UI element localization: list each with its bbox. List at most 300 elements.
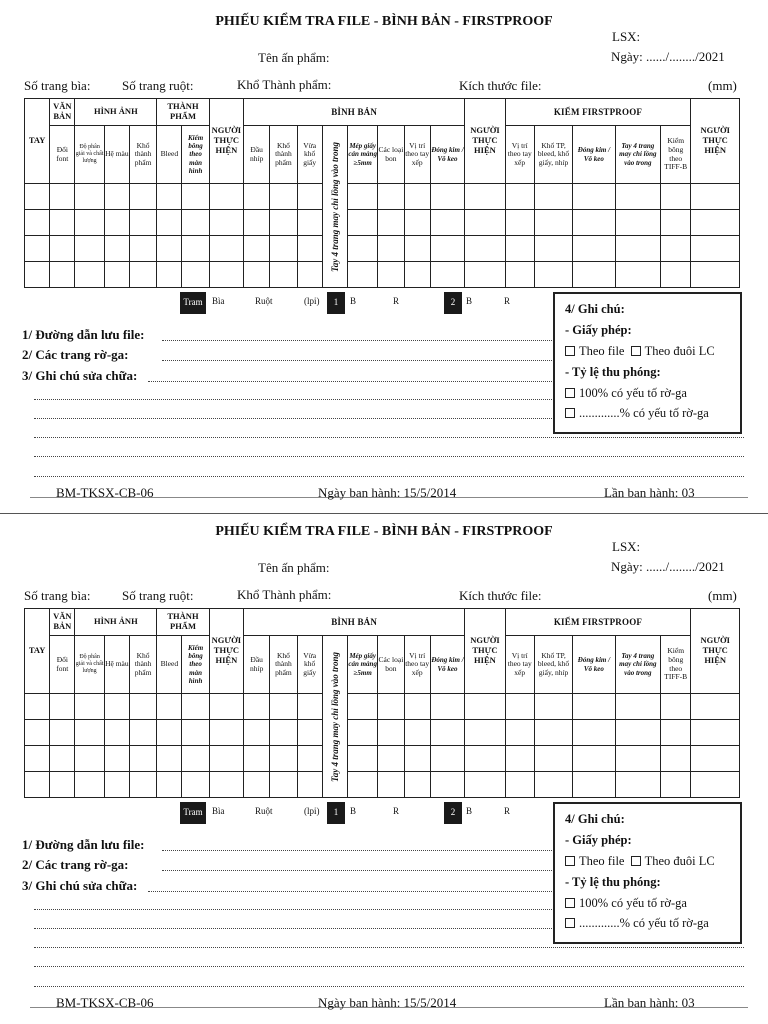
table-cell[interactable] xyxy=(297,262,322,288)
cover-pages-label: Số trang bìa: xyxy=(24,588,91,603)
table-cell[interactable] xyxy=(75,746,104,772)
table-cell[interactable] xyxy=(348,210,378,236)
table-cell[interactable] xyxy=(209,184,243,210)
table-cell[interactable] xyxy=(50,184,75,210)
table-cell[interactable] xyxy=(50,236,75,262)
table-cell[interactable] xyxy=(348,184,378,210)
table-cell[interactable] xyxy=(505,236,534,262)
col-cac-loai-bon: Các loại bon xyxy=(378,126,404,184)
table-cell[interactable] xyxy=(104,184,129,210)
table-cell[interactable] xyxy=(378,262,404,288)
table-cell[interactable] xyxy=(661,210,691,236)
file-size-label: Kích thước file: xyxy=(459,78,542,93)
col-tay4-rotated xyxy=(322,636,347,798)
col-kiem-firstproof: KIỂM FIRSTPROOF xyxy=(505,609,691,636)
col-doi-font: Đổi font xyxy=(50,126,75,184)
table-cell[interactable] xyxy=(691,746,740,772)
table-cell[interactable] xyxy=(270,210,297,236)
table-cell[interactable] xyxy=(348,746,378,772)
table-cell[interactable] xyxy=(691,262,740,288)
col-vi-tri-tay-xep: Vị trí theo tay xếp xyxy=(404,636,430,694)
table-cell[interactable] xyxy=(691,184,740,210)
revision: Lần ban hành: 03 xyxy=(604,485,695,500)
table-cell[interactable] xyxy=(209,772,243,798)
col-bleed: Bleed xyxy=(157,636,182,694)
table-cell[interactable] xyxy=(348,694,378,720)
table-cell[interactable] xyxy=(348,720,378,746)
dotted-line xyxy=(34,986,744,987)
table-cell[interactable] xyxy=(157,184,182,210)
by-lc-checkbox[interactable] xyxy=(631,856,641,866)
tram-b2: B xyxy=(466,296,473,306)
table-row xyxy=(25,236,740,262)
license-options xyxy=(565,854,715,869)
table-cell[interactable] xyxy=(465,746,505,772)
table-cell[interactable] xyxy=(50,746,75,772)
dotted-line xyxy=(34,476,744,477)
table-cell[interactable] xyxy=(244,236,270,262)
table-cell[interactable] xyxy=(129,720,156,746)
table-cell[interactable] xyxy=(430,720,464,746)
table-cell[interactable] xyxy=(505,210,534,236)
tram-lpi: (lpi) xyxy=(304,806,320,816)
table-cell[interactable] xyxy=(50,772,75,798)
table-cell[interactable] xyxy=(25,772,50,798)
col-thanh-pham: THÀNH PHẨM xyxy=(157,609,210,636)
inspection-form xyxy=(0,0,768,509)
table-cell[interactable] xyxy=(534,694,572,720)
col-tay: TAY xyxy=(25,609,50,694)
table-cell[interactable] xyxy=(505,184,534,210)
table-cell[interactable] xyxy=(534,184,572,210)
col-do-phan-giai: Độ phân giải và chất lượng xyxy=(75,636,104,694)
by-file-label: Theo file xyxy=(579,344,625,358)
dotted-line xyxy=(34,947,744,948)
table-cell[interactable] xyxy=(691,236,740,262)
table-cell[interactable] xyxy=(404,746,430,772)
table-cell[interactable] xyxy=(348,236,378,262)
table-cell[interactable] xyxy=(104,262,129,288)
table-cell[interactable] xyxy=(244,694,270,720)
table-cell[interactable] xyxy=(505,772,534,798)
table-cell[interactable] xyxy=(104,236,129,262)
rotated-label: Tay 4 trang may chỉ lồng vào trong xyxy=(329,651,340,782)
col-kiem-bong-tiff: Kiểm bông theo TIFF-B xyxy=(661,126,691,184)
table-cell[interactable] xyxy=(129,184,156,210)
col-he-mau: Hệ màu xyxy=(104,126,129,184)
table-cell[interactable] xyxy=(615,210,660,236)
table-cell[interactable] xyxy=(348,262,378,288)
col-kiem-firstproof: KIỂM FIRSTPROOF xyxy=(505,99,691,126)
table-cell[interactable] xyxy=(465,720,505,746)
table-cell[interactable] xyxy=(129,236,156,262)
table-cell[interactable] xyxy=(691,720,740,746)
table-cell[interactable] xyxy=(270,720,297,746)
loose-pages-label: 2/ Các trang rờ-ga: xyxy=(22,857,129,872)
table-cell[interactable] xyxy=(25,184,50,210)
table-cell[interactable] xyxy=(129,210,156,236)
table-cell[interactable] xyxy=(573,262,615,288)
scale-100-label: 100% có yếu tố rờ-ga xyxy=(579,386,687,400)
scale-100-label: 100% có yếu tố rờ-ga xyxy=(579,896,687,910)
table-cell[interactable] xyxy=(573,694,615,720)
notes-box-title: 4/ Ghi chú: xyxy=(565,812,625,826)
tram-r2: R xyxy=(504,806,511,816)
table-row xyxy=(25,184,740,210)
table-cell[interactable] xyxy=(270,772,297,798)
col-tay4-trang: Tay 4 trang may chỉ lồng vào trong xyxy=(615,636,660,694)
table-cell[interactable] xyxy=(615,184,660,210)
table-cell[interactable] xyxy=(244,210,270,236)
table-cell[interactable] xyxy=(270,694,297,720)
col-vi-tri-tay-xep: Vị trí theo tay xếp xyxy=(404,126,430,184)
table-cell[interactable] xyxy=(661,262,691,288)
table-cell[interactable] xyxy=(691,694,740,720)
table-cell[interactable] xyxy=(209,262,243,288)
table-cell[interactable] xyxy=(661,184,691,210)
table-cell[interactable] xyxy=(430,236,464,262)
table-cell[interactable] xyxy=(465,262,505,288)
by-file-checkbox[interactable] xyxy=(565,856,575,866)
table-cell[interactable] xyxy=(404,236,430,262)
table-cell[interactable] xyxy=(378,772,404,798)
table-cell[interactable] xyxy=(404,720,430,746)
col-dau-nhip: Đầu nhíp xyxy=(244,636,270,694)
form-separator xyxy=(0,513,768,514)
table-cell[interactable] xyxy=(404,210,430,236)
table-cell[interactable] xyxy=(615,694,660,720)
table-cell[interactable] xyxy=(157,210,182,236)
col-do-phan-giai: Độ phân giải và chất lượng xyxy=(75,126,104,184)
dotted-line xyxy=(148,891,552,892)
table-cell[interactable] xyxy=(661,694,691,720)
table-cell[interactable] xyxy=(50,694,75,720)
fix-notes-label: 3/ Ghi chú sửa chữa: xyxy=(22,878,138,893)
table-cell[interactable] xyxy=(244,262,270,288)
table-cell[interactable] xyxy=(270,184,297,210)
table-cell[interactable] xyxy=(75,772,104,798)
table-cell[interactable] xyxy=(182,746,209,772)
scale-100-option xyxy=(565,386,687,401)
col-nguoi-thuc-hien-3: NGƯỜI THỰC HIỆN xyxy=(691,99,740,184)
table-cell[interactable] xyxy=(157,746,182,772)
table-cell[interactable] xyxy=(104,210,129,236)
loose-pages-label: 2/ Các trang rờ-ga: xyxy=(22,347,129,362)
table-row xyxy=(25,772,740,798)
form-title: PHIẾU KIỂM TRA FILE - BÌNH BẢN - FIRSTPROOF xyxy=(215,524,553,539)
table-cell[interactable] xyxy=(505,262,534,288)
table-cell[interactable] xyxy=(534,210,572,236)
tram-n1: 1 xyxy=(327,292,345,314)
tram-n1: 1 xyxy=(327,802,345,824)
table-cell[interactable] xyxy=(297,184,322,210)
table-cell[interactable] xyxy=(404,184,430,210)
notes-box xyxy=(553,292,742,434)
unit-label: (mm) xyxy=(708,78,737,93)
scale-custom-checkbox[interactable] xyxy=(565,408,575,418)
table-row xyxy=(25,262,740,288)
inner-pages-label: Số trang ruột: xyxy=(122,588,194,603)
table-cell[interactable] xyxy=(129,746,156,772)
table-cell[interactable] xyxy=(505,720,534,746)
table-cell[interactable] xyxy=(182,694,209,720)
by-lc-label: Theo đuôi LC xyxy=(644,344,715,358)
unit-label: (mm) xyxy=(708,588,737,603)
lsx-label: LSX: xyxy=(612,539,641,554)
table-cell[interactable] xyxy=(209,694,243,720)
dotted-line xyxy=(34,456,744,457)
table-cell[interactable] xyxy=(573,720,615,746)
table-cell[interactable] xyxy=(430,772,464,798)
table-cell[interactable] xyxy=(573,236,615,262)
table-cell[interactable] xyxy=(378,184,404,210)
table-cell[interactable] xyxy=(691,772,740,798)
col-dau-nhip: Đầu nhíp xyxy=(244,126,270,184)
table-cell[interactable] xyxy=(430,210,464,236)
table-cell[interactable] xyxy=(534,772,572,798)
table-cell[interactable] xyxy=(157,694,182,720)
lsx-label: LSX: xyxy=(612,29,641,44)
table-cell[interactable] xyxy=(430,694,464,720)
table-cell[interactable] xyxy=(157,262,182,288)
table-cell[interactable] xyxy=(534,236,572,262)
form-title: PHIẾU KIỂM TRA FILE - BÌNH BẢN - FIRSTPROOF xyxy=(215,14,553,29)
by-lc-checkbox[interactable] xyxy=(631,346,641,356)
table-cell[interactable] xyxy=(25,262,50,288)
table-cell[interactable] xyxy=(378,210,404,236)
table-cell[interactable] xyxy=(297,694,322,720)
table-cell[interactable] xyxy=(378,236,404,262)
col-nguoi-thuc-hien-2: NGƯỜI THỰC HIỆN xyxy=(465,99,505,184)
table-cell[interactable] xyxy=(209,746,243,772)
table-cell[interactable] xyxy=(209,236,243,262)
col-tay4-rotated xyxy=(322,126,347,288)
dotted-line xyxy=(34,418,552,419)
table-cell[interactable] xyxy=(157,236,182,262)
col-kho-thanh-pham: Khổ thành phẩm xyxy=(129,126,156,184)
table-cell[interactable] xyxy=(404,772,430,798)
table-cell[interactable] xyxy=(75,720,104,746)
table-cell[interactable] xyxy=(465,236,505,262)
table-cell[interactable] xyxy=(209,210,243,236)
table-cell[interactable] xyxy=(182,210,209,236)
col-nguoi-thuc-hien-3: NGƯỜI THỰC HIỆN xyxy=(691,609,740,694)
table-cell[interactable] xyxy=(573,210,615,236)
col-dong-kim-2: Đóng kim / Vô keo xyxy=(573,636,615,694)
product-name-label: Tên ấn phẩm: xyxy=(258,50,330,65)
table-cell[interactable] xyxy=(182,262,209,288)
table-cell[interactable] xyxy=(615,746,660,772)
col-kiem-bong: Kiểm bông theo màn hình xyxy=(182,636,209,694)
table-cell[interactable] xyxy=(25,210,50,236)
col-hinh-anh: HÌNH ẢNH xyxy=(75,609,157,636)
table-cell[interactable] xyxy=(75,236,104,262)
table-cell[interactable] xyxy=(129,772,156,798)
scale-100-checkbox[interactable] xyxy=(565,388,575,398)
by-file-checkbox[interactable] xyxy=(565,346,575,356)
table-cell[interactable] xyxy=(270,236,297,262)
table-cell[interactable] xyxy=(244,772,270,798)
col-doi-font: Đổi font xyxy=(50,636,75,694)
table-cell[interactable] xyxy=(465,210,505,236)
scale-label: - Tỷ lệ thu phóng: xyxy=(565,875,661,889)
table-cell[interactable] xyxy=(270,746,297,772)
table-row xyxy=(25,210,740,236)
license-label: - Giấy phép: xyxy=(565,323,632,337)
table-cell[interactable] xyxy=(505,746,534,772)
table-cell[interactable] xyxy=(75,262,104,288)
table-cell[interactable] xyxy=(50,262,75,288)
table-cell[interactable] xyxy=(104,720,129,746)
table-cell[interactable] xyxy=(25,694,50,720)
table-row xyxy=(25,694,740,720)
col-binh-ban: BÌNH BẢN xyxy=(244,99,465,126)
form-code: BM-TKSX-CB-06 xyxy=(56,485,154,500)
col-mep-giay: Mép giấy cán màng ≥5mm xyxy=(348,126,378,184)
col-dong-kim: Đóng kim / Vô keo xyxy=(430,636,464,694)
table-cell[interactable] xyxy=(104,772,129,798)
table-cell[interactable] xyxy=(430,184,464,210)
col-nguoi-thuc-hien-1: NGƯỜI THỰC HIỆN xyxy=(209,99,243,184)
table-cell[interactable] xyxy=(75,184,104,210)
col-nguoi-thuc-hien-1: NGƯỜI THỰC HIỆN xyxy=(209,609,243,694)
scale-custom-checkbox[interactable] xyxy=(565,918,575,928)
table-cell[interactable] xyxy=(661,746,691,772)
table-cell[interactable] xyxy=(157,720,182,746)
table-cell[interactable] xyxy=(297,720,322,746)
table-cell[interactable] xyxy=(104,694,129,720)
issue-date: Ngày ban hành: 15/5/2014 xyxy=(318,485,457,500)
col-cac-loai-bon: Các loại bon xyxy=(378,636,404,694)
scale-100-option xyxy=(565,896,687,911)
dotted-line xyxy=(34,928,552,929)
table-cell[interactable] xyxy=(615,772,660,798)
revision: Lần ban hành: 03 xyxy=(604,995,695,1010)
table-cell[interactable] xyxy=(404,262,430,288)
screen-ruling-row xyxy=(180,292,550,314)
dotted-line xyxy=(34,399,552,400)
col-kho-thanh-pham: Khổ thành phẩm xyxy=(129,636,156,694)
dotted-line xyxy=(34,437,744,438)
table-cell[interactable] xyxy=(505,694,534,720)
rotated-label: Tay 4 trang may chỉ lồng vào trong xyxy=(329,141,340,272)
table-cell[interactable] xyxy=(244,746,270,772)
table-cell[interactable] xyxy=(182,772,209,798)
table-cell[interactable] xyxy=(378,746,404,772)
table-cell[interactable] xyxy=(378,720,404,746)
table-cell[interactable] xyxy=(615,262,660,288)
table-cell[interactable] xyxy=(50,210,75,236)
table-cell[interactable] xyxy=(25,720,50,746)
table-cell[interactable] xyxy=(465,772,505,798)
col-nguoi-thuc-hien-2: NGƯỜI THỰC HIỆN xyxy=(465,609,505,694)
table-cell[interactable] xyxy=(615,236,660,262)
table-cell[interactable] xyxy=(104,746,129,772)
table-cell[interactable] xyxy=(573,746,615,772)
finished-size-label: Khổ Thành phẩm: xyxy=(237,587,332,602)
table-row xyxy=(25,720,740,746)
scale-custom-option xyxy=(565,406,709,421)
license-label: - Giấy phép: xyxy=(565,833,632,847)
tram-b1: B xyxy=(350,806,357,816)
table-cell[interactable] xyxy=(75,694,104,720)
table-cell[interactable] xyxy=(534,746,572,772)
col-kho-tp-bleed: Khổ TP, bleed, khổ giấy, nhíp xyxy=(534,126,572,184)
scale-custom-label: .............% có yếu tố rờ-ga xyxy=(579,916,709,930)
table-cell[interactable] xyxy=(297,746,322,772)
table-cell[interactable] xyxy=(348,772,378,798)
cover-pages-label: Số trang bìa: xyxy=(24,78,91,93)
table-cell[interactable] xyxy=(404,694,430,720)
scale-custom-label: .............% có yếu tố rờ-ga xyxy=(579,406,709,420)
table-cell[interactable] xyxy=(378,694,404,720)
notes-box xyxy=(553,802,742,944)
table-cell[interactable] xyxy=(182,184,209,210)
dotted-line xyxy=(162,870,552,871)
inner-pages-label: Số trang ruột: xyxy=(122,78,194,93)
col-kiem-bong: Kiểm bông theo màn hình xyxy=(182,126,209,184)
notes-box-title: 4/ Ghi chú: xyxy=(565,302,625,316)
table-cell[interactable] xyxy=(157,772,182,798)
table-cell[interactable] xyxy=(465,694,505,720)
table-cell[interactable] xyxy=(297,236,322,262)
table-cell[interactable] xyxy=(244,720,270,746)
table-cell[interactable] xyxy=(615,720,660,746)
table-cell[interactable] xyxy=(50,720,75,746)
table-cell[interactable] xyxy=(534,262,572,288)
form-code: BM-TKSX-CB-06 xyxy=(56,995,154,1010)
product-name-label: Tên ấn phẩm: xyxy=(258,560,330,575)
table-cell[interactable] xyxy=(573,184,615,210)
table-cell[interactable] xyxy=(129,262,156,288)
table-cell[interactable] xyxy=(430,746,464,772)
table-cell[interactable] xyxy=(573,772,615,798)
scale-custom-option xyxy=(565,916,709,931)
col-kiem-bong-tiff: Kiểm bông theo TIFF-B xyxy=(661,636,691,694)
table-cell[interactable] xyxy=(297,210,322,236)
table-cell[interactable] xyxy=(465,184,505,210)
dotted-line xyxy=(34,966,744,967)
table-cell[interactable] xyxy=(691,210,740,236)
table-cell[interactable] xyxy=(25,746,50,772)
col-vi-tri-tay-xep-2: Vị trí theo tay xếp xyxy=(505,636,534,694)
table-cell[interactable] xyxy=(297,772,322,798)
table-cell[interactable] xyxy=(75,210,104,236)
tram-lpi: (lpi) xyxy=(304,296,320,306)
col-he-mau: Hệ màu xyxy=(104,636,129,694)
table-cell[interactable] xyxy=(534,720,572,746)
issue-date: Ngày ban hành: 15/5/2014 xyxy=(318,995,457,1010)
tram-bia: Bìa xyxy=(212,296,225,306)
table-cell[interactable] xyxy=(270,262,297,288)
tram-bia: Bìa xyxy=(212,806,225,816)
table-cell[interactable] xyxy=(182,720,209,746)
table-cell[interactable] xyxy=(129,694,156,720)
table-cell[interactable] xyxy=(244,184,270,210)
table-cell[interactable] xyxy=(182,236,209,262)
table-cell[interactable] xyxy=(661,236,691,262)
date-label: Ngày: ....../......../2021 xyxy=(611,559,725,574)
table-cell[interactable] xyxy=(661,772,691,798)
scale-100-checkbox[interactable] xyxy=(565,898,575,908)
table-cell[interactable] xyxy=(430,262,464,288)
table-cell[interactable] xyxy=(661,720,691,746)
tram-n2: 2 xyxy=(444,292,462,314)
col-van-ban: VĂN BẢN xyxy=(50,609,75,636)
table-cell[interactable] xyxy=(25,236,50,262)
col-vi-tri-tay-xep-2: Vị trí theo tay xếp xyxy=(505,126,534,184)
table-cell[interactable] xyxy=(209,720,243,746)
